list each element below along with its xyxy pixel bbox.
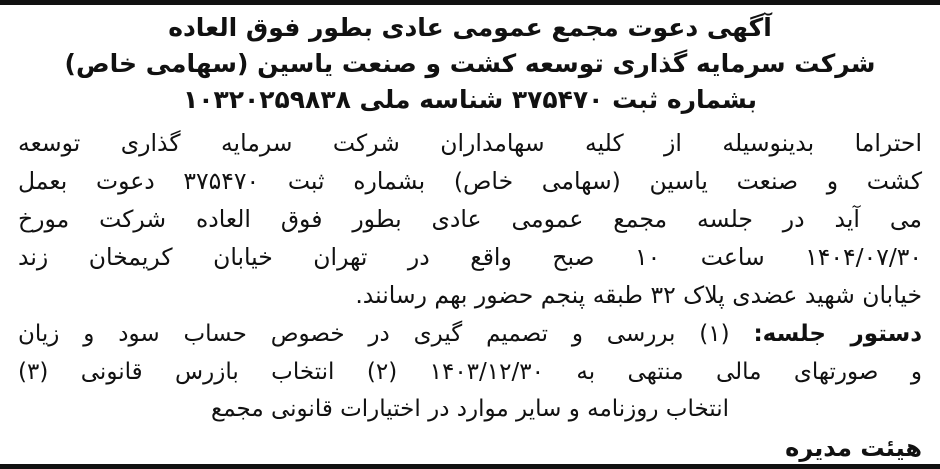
agenda-line-1 <box>18 316 922 353</box>
announcement-headline <box>18 10 922 118</box>
top-divider-rule <box>0 0 940 5</box>
bottom-divider-rule <box>0 464 940 469</box>
agenda-line-3: انتخاب روزنامه و سایر موارد در اختیارات قانونی مجمع <box>210 395 730 422</box>
headline-line-2: شرکت سرمایه گذاری توسعه کشت و صنعت یاسین (سهامی خاص) <box>64 49 876 78</box>
body-line-3: می آید در جلسه مجمع عمومی عادی بطور فوق العاده شرکت مورخ <box>18 205 922 234</box>
body-line-5: خیابان شهید عضدی پلاک ۳۲ طبقه پنجم حضور بهم رسانند. <box>355 281 922 310</box>
headline-line-1: آگهی دعوت مجمع عمومی عادی بطور فوق العاده <box>168 13 772 42</box>
body-line-4: ۱۴۰۴/۰۷/۳۰ ساعت ۱۰ صبح واقع در تهران خیابان کریمخان زند <box>18 243 922 272</box>
announcement-body <box>18 124 922 314</box>
signature-board-of-directors: هیئت مدیره <box>785 434 922 463</box>
body-line-2: کشت و صنعت یاسین (سهامی خاص) بشماره ثبت ۳۷۵۴۷۰ دعوت بعمل <box>18 167 923 196</box>
agenda-label: دستور جلسه: <box>753 321 923 348</box>
agenda-item-1: (۱) بررسی و تصمیم گیری در خصوص حساب سود و زیان <box>18 321 730 348</box>
body-line-1: احتراما بدینوسیله از کلیه سهامداران شرکت سرمایه گذاری توسعه <box>18 129 922 157</box>
agenda-line-2: و صورتهای مالی منتهی به ۱۴۰۳/۱۲/۳۰ (۲) انتخاب بازرس قانونی (۳) <box>18 358 922 385</box>
agenda-block <box>18 316 922 428</box>
headline-line-3: بشماره ثبت ۳۷۵۴۷۰ شناسه ملی ۱۰۳۲۰۲۵۹۸۳۸ <box>182 85 758 114</box>
